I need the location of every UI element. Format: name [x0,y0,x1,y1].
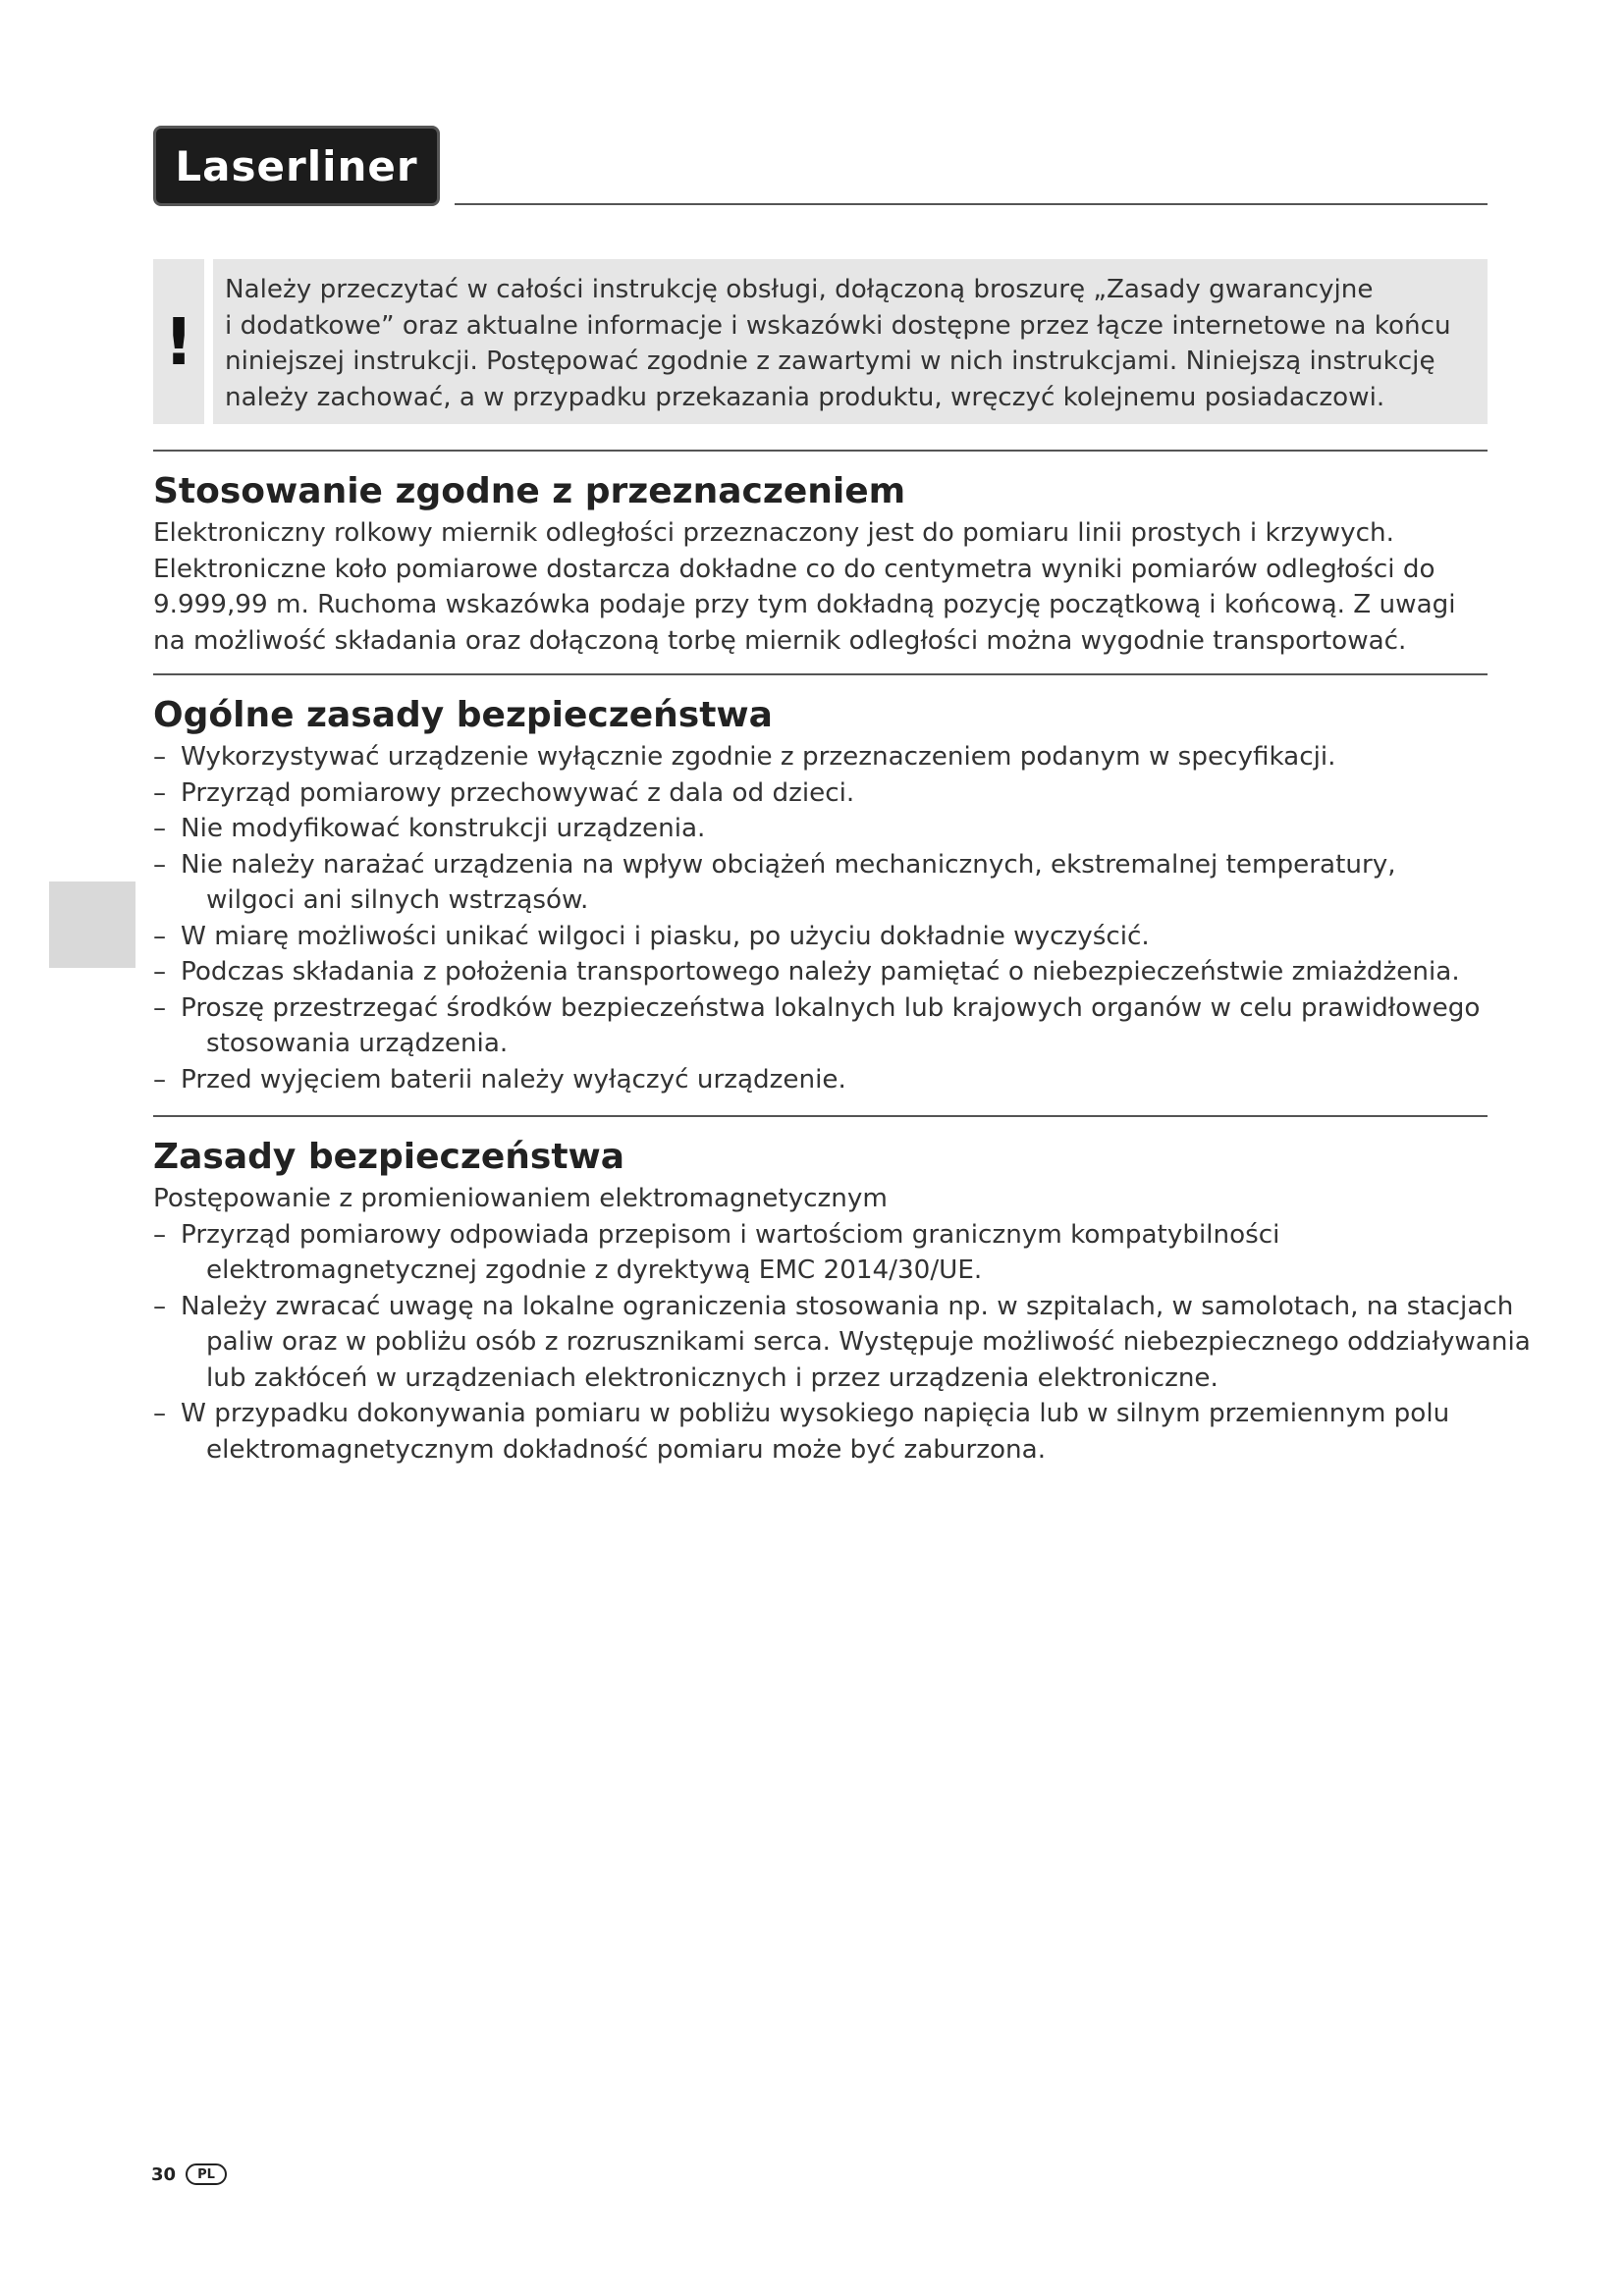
list-item-continuation: paliw oraz w pobliżu osób z rozrusznikami serca. Występuje możliwość niebezpiecznego oddziaływania [206,1327,1531,1357]
warning-mark: ! [163,303,194,380]
page-footer [151,2163,227,2185]
list-item: – Należy zwracać uwagę na lokalne ograniczenia stosowania np. w szpitalach, w samolotach, na stacjach [153,1291,1514,1321]
list-item: – Przyrząd pomiarowy odpowiada przepisom i wartościom granicznym kompatybilności [153,1219,1280,1250]
language-badge: PL [186,2163,227,2185]
intended-use-line: Elektroniczny rolkowy miernik odległości przeznaczony jest do pomiaru linii prostych i krzywych. [153,518,1394,548]
list-item-continuation: elektromagnetycznym dokładność pomiaru może być zaburzona. [206,1434,1047,1465]
list-item: – Proszę przestrzegać środków bezpieczeństwa lokalnych lub krajowych organów w celu prawidłowego [153,992,1481,1023]
list-item: – Wykorzystywać urządzenie wyłącznie zgodnie z przeznaczeniem podanym w specyfikacji. [153,742,1336,772]
list-item-continuation: wilgoci ani silnych wstrząsów. [206,885,589,915]
section-divider [153,1115,1488,1117]
safety-section [153,1134,1531,1468]
intended-use-line: Elektroniczne koło pomiarowe dostarcza dokładne co do centymetra wyniki pomiarów odległości do [153,554,1435,584]
intended-use-section [153,468,1498,659]
notice-line: Należy przeczytać w całości instrukcję obsługi, dołączoną broszurę „Zasady gwarancyjne [225,275,1374,304]
list-item: – Podczas składania z położenia transportowego należy pamiętać o niebezpieczeństwie zmiażdżenia. [153,957,1460,987]
section-divider [153,450,1488,452]
general-safety-section [153,692,1498,1097]
list-item: – Nie należy narażać urządzenia na wpływ obciążeń mechanicznych, ekstremalnej temperatury, [153,849,1396,880]
page-number: 30 [151,2163,177,2185]
brand-logo-text: Laserliner [175,141,418,190]
list-item: – Przed wyjęciem baterii należy wyłączyć urządzenie. [153,1064,846,1095]
intended-use-line: na możliwość składania oraz dołączoną torbę miernik odległości można wygodnie transportować. [153,625,1407,656]
section-divider [153,673,1488,675]
intended-use-title: Stosowanie zgodne z przeznaczeniem [153,471,906,511]
list-item: – Przyrząd pomiarowy przechowywać z dala od dzieci. [153,777,855,808]
header-divider [455,203,1488,205]
list-item: – Nie modyfikować konstrukcji urządzenia. [153,814,706,843]
warning-exclamation-icon [153,259,204,424]
brand-logo [153,126,440,206]
list-item: – W przypadku dokonywania pomiaru w pobliżu wysokiego napięcia lub w silnym przemiennym polu [153,1399,1450,1428]
list-item: – W miarę możliwości unikać wilgoci i piasku, po użyciu dokładnie wyczyścić. [153,921,1150,951]
notice-line: i dodatkowe” oraz aktualne informacje i wskazówki dostępne przez łącze internetowe na końcu [225,310,1451,341]
side-tab-marker [49,881,135,968]
list-item-continuation: elektromagnetycznej zgodnie z dyrektywą EMC 2014/30/UE. [206,1255,983,1285]
safety-subtitle: Postępowanie z promieniowaniem elektromagnetycznym [153,1184,888,1213]
notice-box [213,259,1488,424]
list-item-continuation: lub zakłóceń w urządzeniach elektronicznych i przez urządzenia elektroniczne. [206,1362,1218,1393]
safety-title: Zasady bezpieczeństwa [153,1137,625,1177]
list-item-continuation: stosowania urządzenia. [206,1029,509,1058]
intended-use-line: 9.999,99 m. Ruchoma wskazówka podaje przy tym dokładną pozycję początkową i końcową. Z uwagi [153,590,1456,619]
general-safety-title: Ogólne zasady bezpieczeństwa [153,695,773,735]
notice-line: niniejszej instrukcji. Postępować zgodnie z zawartymi w nich instrukcjami. Niniejszą instrukcję [225,347,1435,376]
notice-line: należy zachować, a w przypadku przekazania produktu, wręczyć kolejnemu posiadaczowi. [225,382,1385,412]
